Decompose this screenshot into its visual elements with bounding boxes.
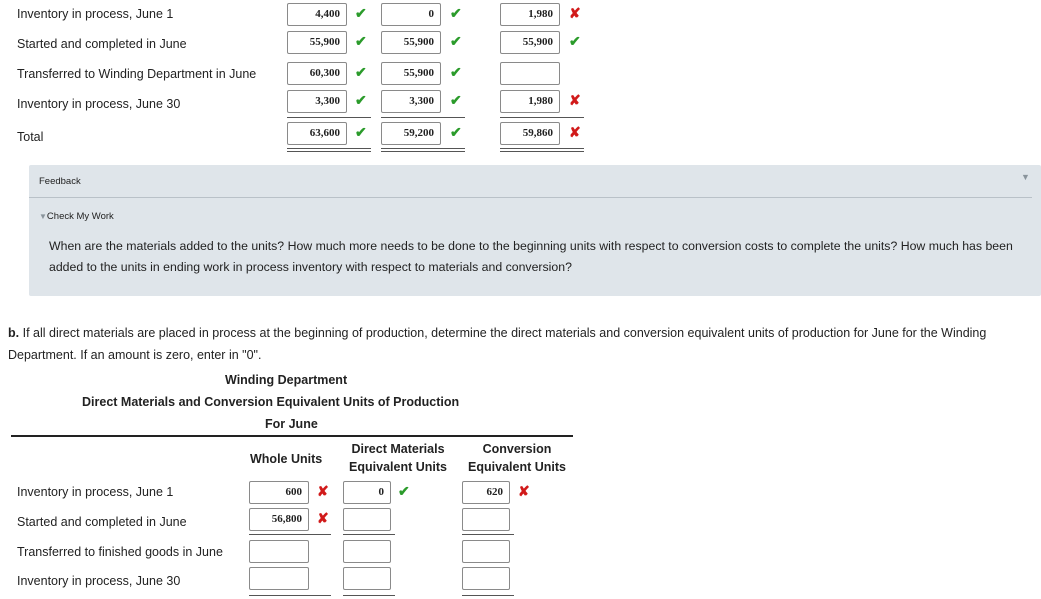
dm-equivalent-input[interactable]: 3,300 bbox=[381, 90, 441, 113]
check-icon: ✔ bbox=[355, 124, 367, 140]
check-icon: ✔ bbox=[355, 33, 367, 49]
subtotal-rule bbox=[343, 534, 395, 535]
check-icon: ✔ bbox=[355, 64, 367, 80]
row-label: Started and completed in June bbox=[17, 515, 187, 529]
col-header-conv-line1: Conversion bbox=[482, 442, 552, 456]
conversion-equivalent-input[interactable]: 1,980 bbox=[500, 90, 560, 113]
whole-units-input[interactable] bbox=[249, 567, 309, 590]
whole-units-input[interactable] bbox=[249, 540, 309, 563]
conversion-equivalent-input[interactable]: 1,980 bbox=[500, 3, 560, 26]
row-label: Transferred to finished goods in June bbox=[17, 545, 223, 559]
check-icon: ✔ bbox=[450, 124, 462, 140]
collapse-arrow-icon[interactable]: ▼ bbox=[1021, 172, 1030, 182]
report-title: Direct Materials and Conversion Equivalent Units of Production bbox=[82, 395, 460, 409]
total-double-rule bbox=[287, 148, 371, 152]
cross-icon: ✘ bbox=[569, 124, 581, 140]
row-label: Transferred to Winding Department in June bbox=[17, 67, 257, 81]
dm-equivalent-input[interactable]: 55,900 bbox=[381, 62, 441, 85]
check-icon: ✔ bbox=[450, 92, 462, 108]
subtotal-rule bbox=[462, 595, 514, 596]
subtotal-rule bbox=[462, 534, 514, 535]
check-icon: ✔ bbox=[569, 33, 581, 49]
dm-equivalent-input[interactable]: 0 bbox=[381, 3, 441, 26]
cross-icon: ✘ bbox=[518, 483, 530, 499]
conversion-equivalent-total[interactable]: 59,860 bbox=[500, 122, 560, 145]
whole-units-input[interactable]: 56,800 bbox=[249, 508, 309, 531]
cross-icon: ✘ bbox=[569, 92, 581, 108]
whole-units-input[interactable]: 600 bbox=[249, 481, 309, 504]
col-header-dm-line1: Direct Materials bbox=[351, 442, 445, 456]
subtotal-rule bbox=[381, 117, 465, 118]
dm-equivalent-total[interactable]: 59,200 bbox=[381, 122, 441, 145]
row-label: Inventory in process, June 1 bbox=[17, 7, 174, 21]
check-icon: ✔ bbox=[450, 64, 462, 80]
check-icon: ✔ bbox=[355, 5, 367, 21]
whole-units-input[interactable]: 3,300 bbox=[287, 90, 347, 113]
whole-units-input[interactable]: 60,300 bbox=[287, 62, 347, 85]
conversion-equivalent-input[interactable] bbox=[462, 508, 510, 531]
check-icon: ✔ bbox=[450, 5, 462, 21]
dm-equivalent-input[interactable] bbox=[343, 567, 391, 590]
dm-equivalent-input[interactable] bbox=[343, 540, 391, 563]
question-text: If all direct materials are placed in process at the beginning of production, determine the direct materials and conversion equivalent units of production for June for the Winding Department. If an amount is zero, enter in "0". bbox=[8, 326, 987, 362]
col-header-dm bbox=[343, 440, 453, 476]
row-label: Started and completed in June bbox=[17, 37, 187, 51]
row-label: Inventory in process, June 30 bbox=[17, 97, 181, 111]
conversion-equivalent-input[interactable] bbox=[500, 62, 560, 85]
report-period: For June bbox=[265, 417, 318, 431]
conversion-equivalent-input[interactable]: 620 bbox=[462, 481, 510, 504]
subtotal-rule bbox=[249, 534, 331, 535]
col-header-conv-line2: Equivalent Units bbox=[468, 460, 566, 474]
whole-units-input[interactable]: 4,400 bbox=[287, 3, 347, 26]
report-company: Winding Department bbox=[225, 373, 348, 387]
question-prefix: b. bbox=[8, 326, 20, 340]
check-my-work-toggle[interactable] bbox=[39, 211, 114, 222]
whole-units-input[interactable]: 55,900 bbox=[287, 31, 347, 54]
check-icon: ✔ bbox=[398, 483, 410, 499]
expand-triangle-icon: ▼ bbox=[39, 212, 47, 221]
total-double-rule bbox=[381, 148, 465, 152]
conversion-equivalent-input[interactable] bbox=[462, 567, 510, 590]
feedback-text: When are the materials added to the units? How much more needs to be done to the beginning units with respect to conversion costs to complete the units? How much has been added to the units in ending work in process inventory with respect to materials and conversion? bbox=[49, 239, 1013, 274]
whole-units-total[interactable]: 63,600 bbox=[287, 122, 347, 145]
total-double-rule bbox=[500, 148, 584, 152]
subtotal-rule bbox=[500, 117, 584, 118]
subtotal-rule bbox=[287, 117, 371, 118]
conversion-equivalent-input[interactable]: 55,900 bbox=[500, 31, 560, 54]
check-my-work-label: Check My Work bbox=[46, 211, 114, 222]
check-icon: ✔ bbox=[355, 92, 367, 108]
dm-equivalent-input[interactable]: 0 bbox=[343, 481, 391, 504]
col-header-conversion bbox=[462, 440, 572, 476]
row-label: Inventory in process, June 1 bbox=[17, 485, 174, 499]
conversion-equivalent-input[interactable] bbox=[462, 540, 510, 563]
row-label: Inventory in process, June 30 bbox=[17, 574, 181, 588]
subtotal-rule bbox=[249, 595, 331, 596]
col-header-dm-line2: Equivalent Units bbox=[349, 460, 447, 474]
col-header-whole-units: Whole Units bbox=[250, 452, 323, 466]
header-rule bbox=[11, 435, 573, 437]
row-label: Total bbox=[17, 130, 44, 144]
question-b bbox=[8, 322, 1033, 366]
dm-equivalent-input[interactable]: 55,900 bbox=[381, 31, 441, 54]
cross-icon: ✘ bbox=[317, 483, 329, 499]
subtotal-rule bbox=[343, 595, 395, 596]
feedback-divider bbox=[29, 197, 1032, 198]
cross-icon: ✘ bbox=[317, 510, 329, 526]
check-icon: ✔ bbox=[450, 33, 462, 49]
cross-icon: ✘ bbox=[569, 5, 581, 21]
feedback-title: Feedback bbox=[39, 176, 81, 187]
dm-equivalent-input[interactable] bbox=[343, 508, 391, 531]
